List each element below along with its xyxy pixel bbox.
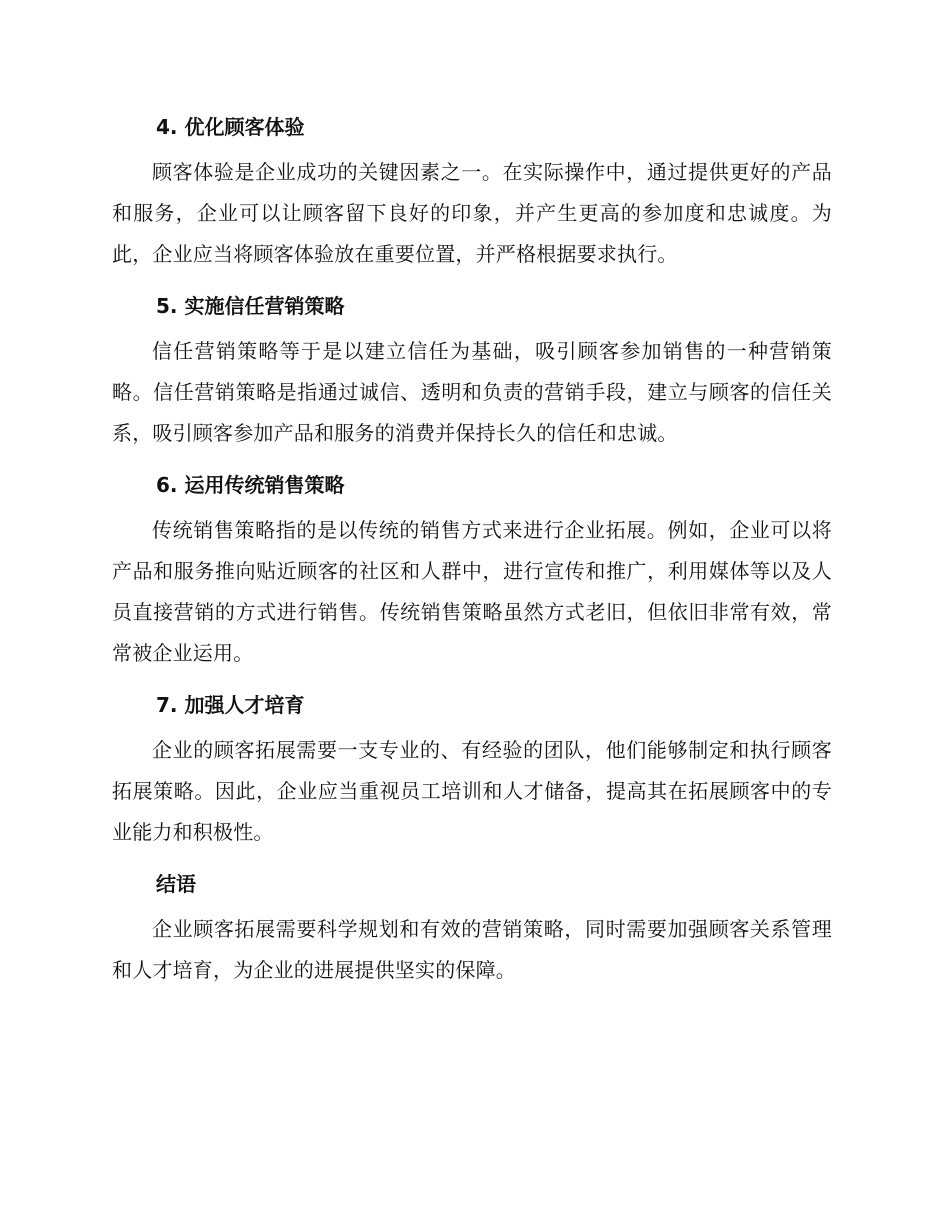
conclusion-heading: 结语 — [156, 872, 196, 896]
section-heading-6: 6. 运用传统销售策略 — [156, 473, 345, 497]
section-paragraph-4: 顾客体验是企业成功的关键因素之一。在实际操作中，通过提供更好的产品和服务，企业可以让顾客留下良好的印象，并产生更高的参加度和忠诚度。为此，企业应当将顾客体验放在重要位置，并严格根据要求执行。 — [112, 160, 832, 266]
conclusion-paragraph: 企业顾客拓展需要科学规划和有效的营销策略，同时需要加强顾客关系管理和人才培育，为企业的进展提供坚实的保障。 — [112, 917, 832, 982]
section-paragraph-7: 企业的顾客拓展需要一支专业的、有经验的团队，他们能够制定和执行顾客拓展策略。因此，企业应当重视员工培训和人才储备，提高其在拓展顾客中的专业能力和积极性。 — [112, 738, 832, 844]
section-heading-7: 7. 加强人才培育 — [156, 693, 305, 717]
document-body — [112, 108, 832, 1003]
section-heading-4: 4. 优化顾客体验 — [156, 115, 305, 139]
section-paragraph-6: 传统销售策略指的是以传统的销售方式来进行企业拓展。例如，企业可以将产品和服务推向贴近顾客的社区和人群中，进行宣传和推广，利用媒体等以及人员直接营销的方式进行销售。传统销售策略虽然方式老旧，但依旧非常有效，常常被企业运用。 — [112, 518, 832, 665]
section-heading-5: 5. 实施信任营销策略 — [156, 294, 345, 318]
section-paragraph-5: 信任营销策略等于是以建立信任为基础，吸引顾客参加销售的一种营销策略。信任营销策略是指通过诚信、透明和负责的营销手段，建立与顾客的信任关系，吸引顾客参加产品和服务的消费并保持长久的信任和忠诚。 — [112, 339, 832, 445]
